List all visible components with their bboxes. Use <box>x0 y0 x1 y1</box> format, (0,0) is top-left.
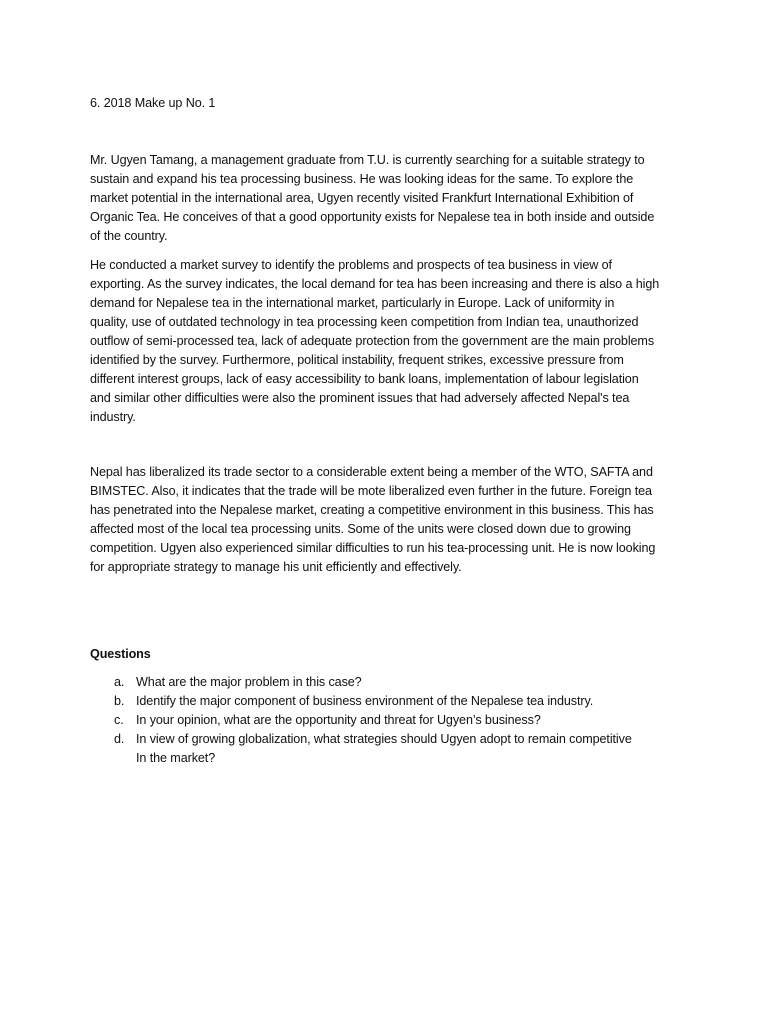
paragraph-line: demand for Nepalese tea in the international market, particularly in Europe. Lack of uniformity in <box>90 296 615 310</box>
paragraph-line: outflow of semi-processed tea, lack of adequate protection from the government are the main problems <box>90 334 655 348</box>
question-line: In the market? <box>136 751 216 765</box>
paragraph-line: and similar other difficulties were also the prominent issues that had adversely affected Nepal's tea <box>90 391 630 405</box>
paragraph-line: Mr. Ugyen Tamang, a management graduate from T.U. is currently searching for a suitable strategy to <box>90 153 645 167</box>
question-text <box>90 711 690 730</box>
question-item <box>90 673 690 692</box>
question-line: What are the major problem in this case? <box>136 675 362 689</box>
paragraph-line: exporting. As the survey indicates, the local demand for tea has been increasing and there is also a high <box>90 277 660 291</box>
question-line: In your opinion, what are the opportunity and threat for Ugyen’s business? <box>136 713 541 727</box>
question-marker: c. <box>114 713 124 727</box>
question-item <box>90 730 690 768</box>
paragraph-survey <box>90 256 690 427</box>
questions-list <box>90 673 690 768</box>
paragraph-line: Organic Tea. He conceives of that a good opportunity exists for Nepalese tea in both inside and outside <box>90 210 655 224</box>
question-marker: a. <box>114 675 125 689</box>
paragraph-line: Nepal has liberalized its trade sector to a considerable extent being a member of the WTO, SAFTA and <box>90 465 653 479</box>
paragraph-line: has penetrated into the Nepalese market, creating a competitive environment in this business. This has <box>90 503 654 517</box>
question-marker: d. <box>114 732 125 746</box>
question-marker: b. <box>114 694 125 708</box>
question-text <box>90 692 690 711</box>
question-item <box>90 692 690 711</box>
paragraph-intro <box>90 151 690 246</box>
question-item <box>90 711 690 730</box>
paragraph-line: of the country. <box>90 229 168 243</box>
paragraph-trade <box>90 463 690 577</box>
paragraph-line: BIMSTEC. Also, it indicates that the trade will be mote liberalized even further in the future. Foreign tea <box>90 484 652 498</box>
paragraph-line: different interest groups, lack of easy accessibility to bank loans, implementation of labour legislation <box>90 372 639 386</box>
question-line: Identify the major component of business environment of the Nepalese tea industry. <box>136 694 594 708</box>
paragraph-line: identified by the survey. Furthermore, political instability, frequent strikes, excessive pressure from <box>90 353 624 367</box>
question-text <box>90 673 690 692</box>
paragraph-line: affected most of the local tea processing units. Some of the units were closed down due to growing <box>90 522 631 536</box>
paragraph-line: for appropriate strategy to manage his unit efficiently and effectively. <box>90 560 462 574</box>
document-heading: 6. 2018 Make up No. 1 <box>90 96 216 110</box>
paragraph-line: industry. <box>90 410 136 424</box>
paragraph-line: competition. Ugyen also experienced similar difficulties to run his tea-processing unit. He is now looking <box>90 541 656 555</box>
question-text <box>90 730 690 768</box>
question-line: In view of growing globalization, what strategies should Ugyen adopt to remain competitive <box>136 732 632 746</box>
paragraph-line: He conducted a market survey to identify the problems and prospects of tea business in view of <box>90 258 612 272</box>
questions-title: Questions <box>90 647 151 661</box>
paragraph-line: market potential in the international area, Ugyen recently visited Frankfurt International Exhibition of <box>90 191 634 205</box>
paragraph-line: sustain and expand his tea processing business. He was looking ideas for the same. To explore the <box>90 172 634 186</box>
paragraph-line: quality, use of outdated technology in tea processing keen competition from Indian tea, unauthorized <box>90 315 639 329</box>
